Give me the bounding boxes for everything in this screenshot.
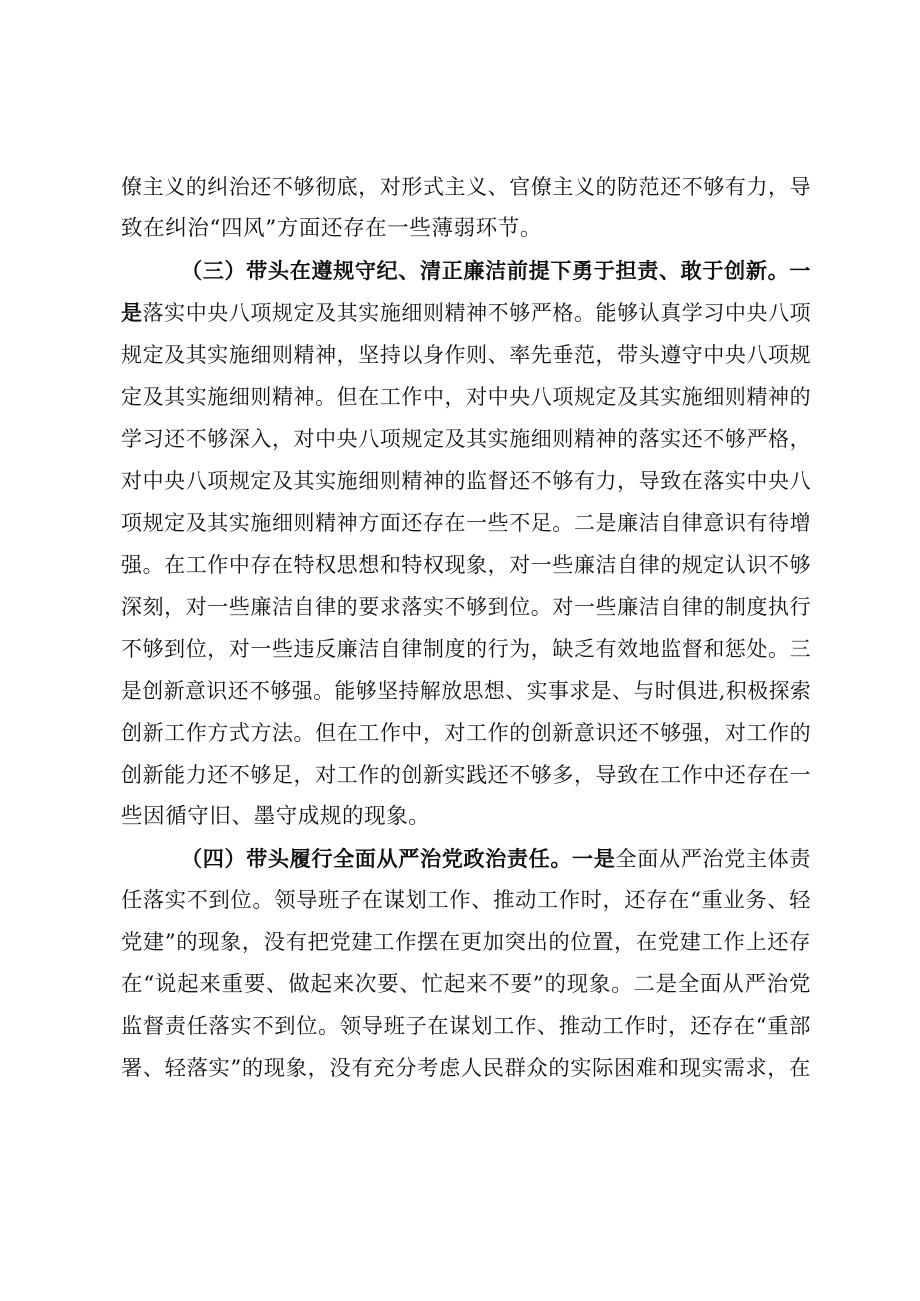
bold-text-segment: （四）带头履行全面从严治党政治责任。一是: [181, 846, 616, 871]
text-segment: 项规定及其实施细则精神方面还存在一些不足。二是廉洁自律意识有待增: [121, 511, 811, 535]
text-line: [121, 796, 811, 838]
text-line: [121, 292, 811, 334]
text-line: [121, 250, 811, 292]
text-line: [121, 418, 811, 460]
text-segment: 监督责任落实不到位。领导班子在谋划工作、推动工作时，还存在“重部: [121, 1014, 811, 1039]
text-line: [121, 166, 811, 208]
text-line: [121, 880, 811, 922]
text-line: [121, 586, 811, 628]
text-segment: 创新工作方式方法。但在工作中，对工作的创新意识还不够强，对工作的: [121, 721, 811, 745]
text-segment: 创新能力还不够足，对工作的创新实践还不够多，导致在工作中还存在一: [121, 763, 811, 787]
text-line: [121, 754, 811, 796]
text-segment: 是创新意识还不够强。能够坚持解放思想、实事求是、与时俱进,积极探索: [121, 679, 811, 703]
text-segment: 致在纠治“四风”方面还存在一些薄弱环节。: [121, 216, 542, 241]
text-line: [121, 208, 811, 250]
text-segment: 僚主义的纠治还不够彻底，对形式主义、官僚主义的防范还不够有力，导: [121, 175, 811, 199]
text-line: [121, 670, 811, 712]
text-segment: 在“说起来重要、做起来次要、忙起来不要”的现象。二是全面从严治党: [121, 972, 811, 997]
text-line: [121, 1048, 811, 1090]
text-line: [121, 502, 811, 544]
text-segment: 深刻，对一些廉洁自律的要求落实不够到位。对一些廉洁自律的制度执行: [121, 595, 811, 619]
text-segment: 对中央八项规定及其实施细则精神的监督还不够有力，导致在落实中央八: [121, 469, 811, 493]
text-line: [121, 628, 811, 670]
text-segment: 些因循守旧、墨守成规的现象。: [121, 804, 431, 829]
bold-text-segment: 是: [121, 300, 143, 325]
text-segment: 署、轻落实”的现象，没有充分考虑人民群众的实际困难和现实需求，在: [121, 1056, 811, 1081]
text-line: [121, 1006, 811, 1048]
text-line: [121, 376, 811, 418]
text-segment: 落实中央八项规定及其实施细则精神不够严格。能够认真学习中央八项: [142, 301, 811, 325]
text-line: [121, 460, 811, 502]
text-segment: 定及其实施细则精神。但在工作中，对中央八项规定及其实施细则精神的: [121, 385, 811, 409]
text-segment: 全面从严治党主体责: [615, 846, 811, 871]
document-body: [121, 166, 811, 1090]
text-segment: 规定及其实施细则精神，坚持以身作则、率先垂范，带头遵守中央八项规: [121, 343, 811, 367]
text-segment: 任落实不到位。领导班子在谋划工作、推动工作时，还存在“重业务、轻: [121, 888, 811, 913]
text-line: [121, 964, 811, 1006]
text-line: [121, 712, 811, 754]
text-line: [121, 544, 811, 586]
text-line: [121, 334, 811, 376]
text-segment: 党建”的现象，没有把党建工作摆在更加突出的位置，在党建工作上还存: [121, 930, 811, 955]
text-segment: 强。在工作中存在特权思想和特权现象，对一些廉洁自律的规定认识不够: [121, 553, 811, 577]
text-line: [121, 922, 811, 964]
text-segment: 学习还不够深入，对中央八项规定及其实施细则精神的落实还不够严格，: [121, 427, 811, 451]
bold-text-segment: （三）带头在遵规守纪、清正廉洁前提下勇于担责、敢于创新。一: [181, 258, 811, 283]
text-line: [121, 838, 811, 880]
text-segment: 不够到位，对一些违反廉洁自律制度的行为，缺乏有效地监督和惩处。三: [121, 637, 811, 661]
